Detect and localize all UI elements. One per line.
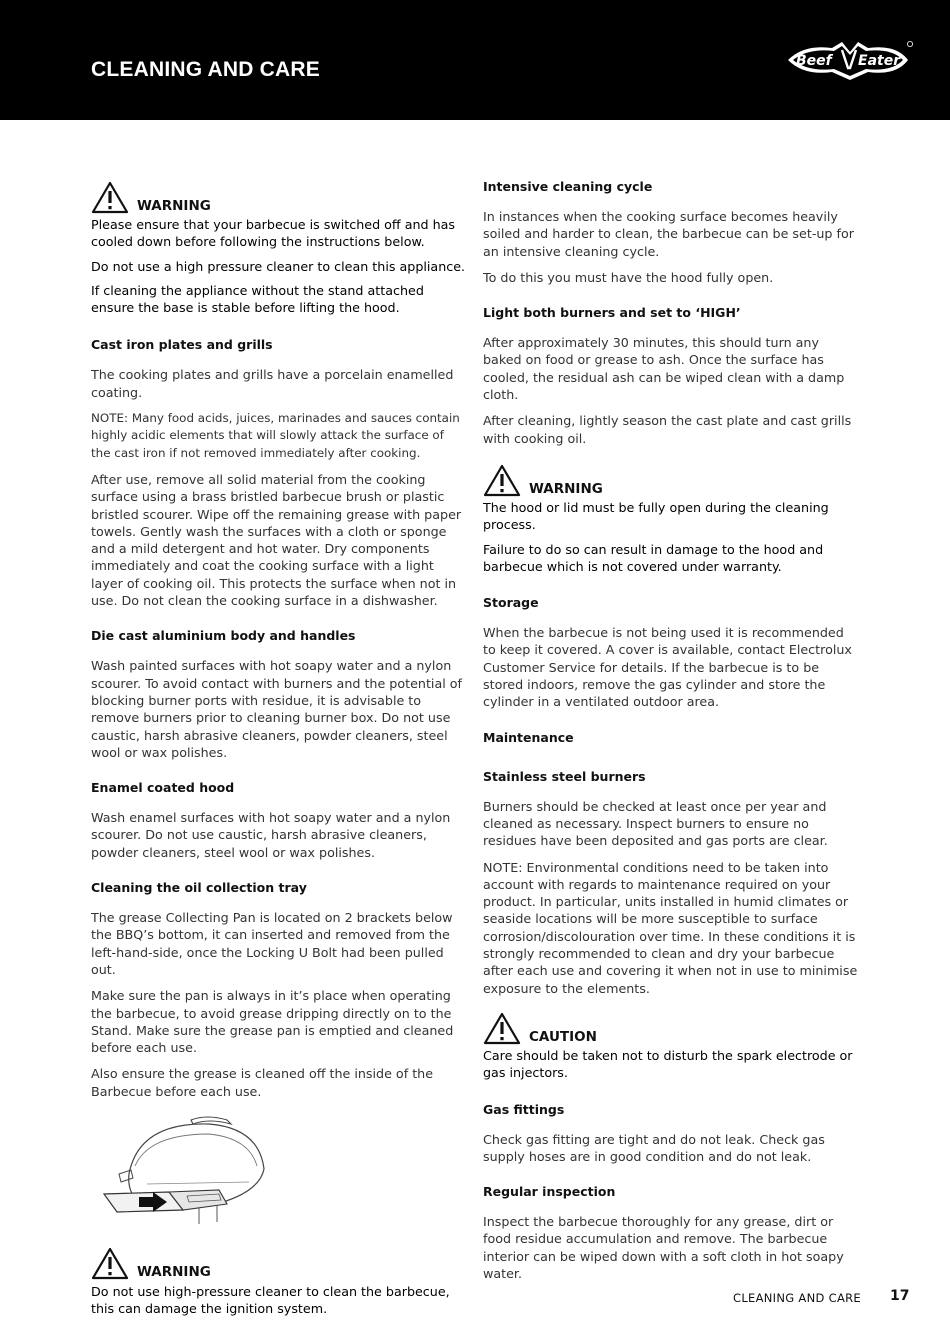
- section-heading: Enamel coated hood: [91, 780, 235, 796]
- caution-heading: [483, 1012, 858, 1045]
- paragraph: In instances when the cooking surface becomes heavily soiled and harder to clean, the barbecue can be set-up for an intensive cleaning cycle.: [483, 209, 854, 259]
- caution-label: CAUTION: [529, 1028, 597, 1045]
- svg-text:Eater: Eater: [858, 53, 901, 69]
- paragraph: When the barbecue is not being used it is recommended to keep it covered. A cover is available, contact Electrolux Customer Service for details. If the barbecue is to be stored indoors, remove the gas cylinder and store the cylinder in a ventilated outdoor area.: [483, 625, 852, 710]
- warning-icon: [91, 1247, 129, 1280]
- paragraph: Wash enamel surfaces with hot soapy water and a nylon scourer. Do not use caustic, harsh abrasive cleaners, powder cleaners, steel wool or wax polishes.: [91, 810, 451, 860]
- section-heading: Stainless steel burners: [483, 768, 646, 784]
- warning-block: [91, 1247, 466, 1318]
- right-column: [483, 179, 858, 1282]
- section-heading: Cast iron plates and grills: [91, 337, 273, 353]
- footer-section-label: CLEANING AND CARE: [733, 1291, 861, 1305]
- section-heading: Light both burners and set to ‘HIGH’: [483, 305, 741, 321]
- paragraph: Burners should be checked at least once per year and cleaned as necessary. Inspect burners to ensure no residues have been deposited and gas ports are clear.: [483, 798, 828, 849]
- paragraph: After cleaning, lightly season the cast plate and cast grills with cooking oil.: [483, 413, 852, 446]
- warning-text: Please ensure that your barbecue is switched off and has cooled down before following the instructions below.: [91, 217, 456, 250]
- warning-heading: [483, 464, 858, 497]
- warning-heading: [91, 181, 466, 214]
- paragraph: To do this you must have the hood fully open.: [483, 269, 774, 285]
- warning-text: Failure to do so can result in damage to the hood and barbecue which is not covered under warranty.: [483, 541, 824, 574]
- note-paragraph: NOTE: Environmental conditions need to be taken into account with regards to maintenance required on your product. In particular, units installed in humid climates or seaside locations will be more susceptible to surface corrosion/discolouration over time. In these conditions it is strongly recommended to clean and dry your barbecue after each use and covering it when not in use to minimise exposure to the elements.: [483, 859, 858, 996]
- warning-text: Do not use a high pressure cleaner to clean this appliance.: [91, 258, 466, 274]
- svg-text:Beef: Beef: [796, 53, 832, 69]
- section-heading: Cleaning the oil collection tray: [91, 880, 307, 896]
- left-column: [91, 176, 466, 1318]
- warning-text: If cleaning the appliance without the stand attached ensure the base is stable before lifting the hood.: [91, 282, 424, 316]
- paragraph: Check gas fitting are tight and do not leak. Check gas supply hoses are in good condition and do not leak.: [483, 1131, 825, 1164]
- warning-label: WARNING: [529, 480, 603, 497]
- warning-text: The hood or lid must be fully open during the cleaning process.: [483, 499, 829, 533]
- page-number: 17: [890, 1288, 910, 1304]
- warning-icon: [483, 1012, 521, 1045]
- warning-block: [483, 464, 858, 575]
- paragraph: After use, remove all solid material from the cooking surface using a brass bristled barbecue brush or plastic bristled scourer. Wipe off the remaining grease with paper towels. Gently wash the surfaces with a cloth or sponge and a mild detergent and hot water. Dry components immediately and coat the cooking surface with a light layer of cooking oil. This protects the surface when not in use. Do not clean the cooking surface in a dishwasher.: [91, 471, 462, 609]
- page-header: [0, 0, 950, 120]
- caution-text: Care should be taken not to disturb the spark electrode or gas injectors.: [483, 1047, 853, 1081]
- paragraph: Make sure the pan is always in it’s place when operating the barbecue, to avoid grease dripping directly on to the Stand. Make sure the grease pan is emptied and cleaned before each use.: [91, 988, 454, 1056]
- section-heading: Regular inspection: [483, 1184, 616, 1200]
- section-heading: Maintenance: [483, 729, 574, 745]
- warning-block: [91, 181, 466, 316]
- paragraph: The cooking plates and grills have a porcelain enamelled coating.: [91, 367, 454, 400]
- section-heading: Gas fittings: [483, 1101, 565, 1117]
- section-heading: Intensive cleaning cycle: [483, 179, 653, 194]
- warning-heading: [91, 1247, 466, 1280]
- grease-tray-illustration: [99, 1114, 274, 1229]
- warning-text: Do not use high-pressure cleaner to clean the barbecue, this can damage the ignition system.: [91, 1283, 450, 1317]
- section-heading: Storage: [483, 595, 539, 611]
- page-title: CLEANING AND CARE: [91, 58, 320, 81]
- beefeater-logo: [784, 38, 914, 82]
- warning-icon: [483, 464, 521, 497]
- warning-label: WARNING: [137, 1263, 211, 1280]
- paragraph: Inspect the barbecue thoroughly for any grease, dirt or food residue accumulation and remove. The barbecue interior can be wiped down with a soft cloth in hot soapy water.: [483, 1214, 844, 1281]
- caution-block: [483, 1012, 858, 1082]
- warning-icon: [91, 181, 129, 214]
- note-paragraph: NOTE: Many food acids, juices, marinades and sauces contain highly acidic elements that will slowly attack the surface of the cast iron if not removed immediately after cooking.: [91, 411, 460, 460]
- paragraph: The grease Collecting Pan is located on 2 brackets below the BBQ’s bottom, it can inserted and removed from the left-hand-side, once the Locking U Bolt had been pulled out.: [91, 910, 453, 977]
- paragraph: After approximately 30 minutes, this should turn any baked on food or grease to ash. Once the surface has cooled, the residual ash can be wiped clean with a damp cloth.: [483, 335, 845, 403]
- warning-label: WARNING: [137, 198, 211, 214]
- paragraph: Wash painted surfaces with hot soapy water and a nylon scourer. To avoid contact with burners and the potential of blocking burner ports with residue, it is advisable to remove burners prior to cleaning burner box. Do not use caustic, harsh abrasive cleaners, powder cleaners, steel wool or wax polishes.: [91, 658, 463, 760]
- section-heading: Die cast aluminium body and handles: [91, 628, 356, 644]
- paragraph: Also ensure the grease is cleaned off the inside of the Barbecue before each use.: [91, 1066, 434, 1099]
